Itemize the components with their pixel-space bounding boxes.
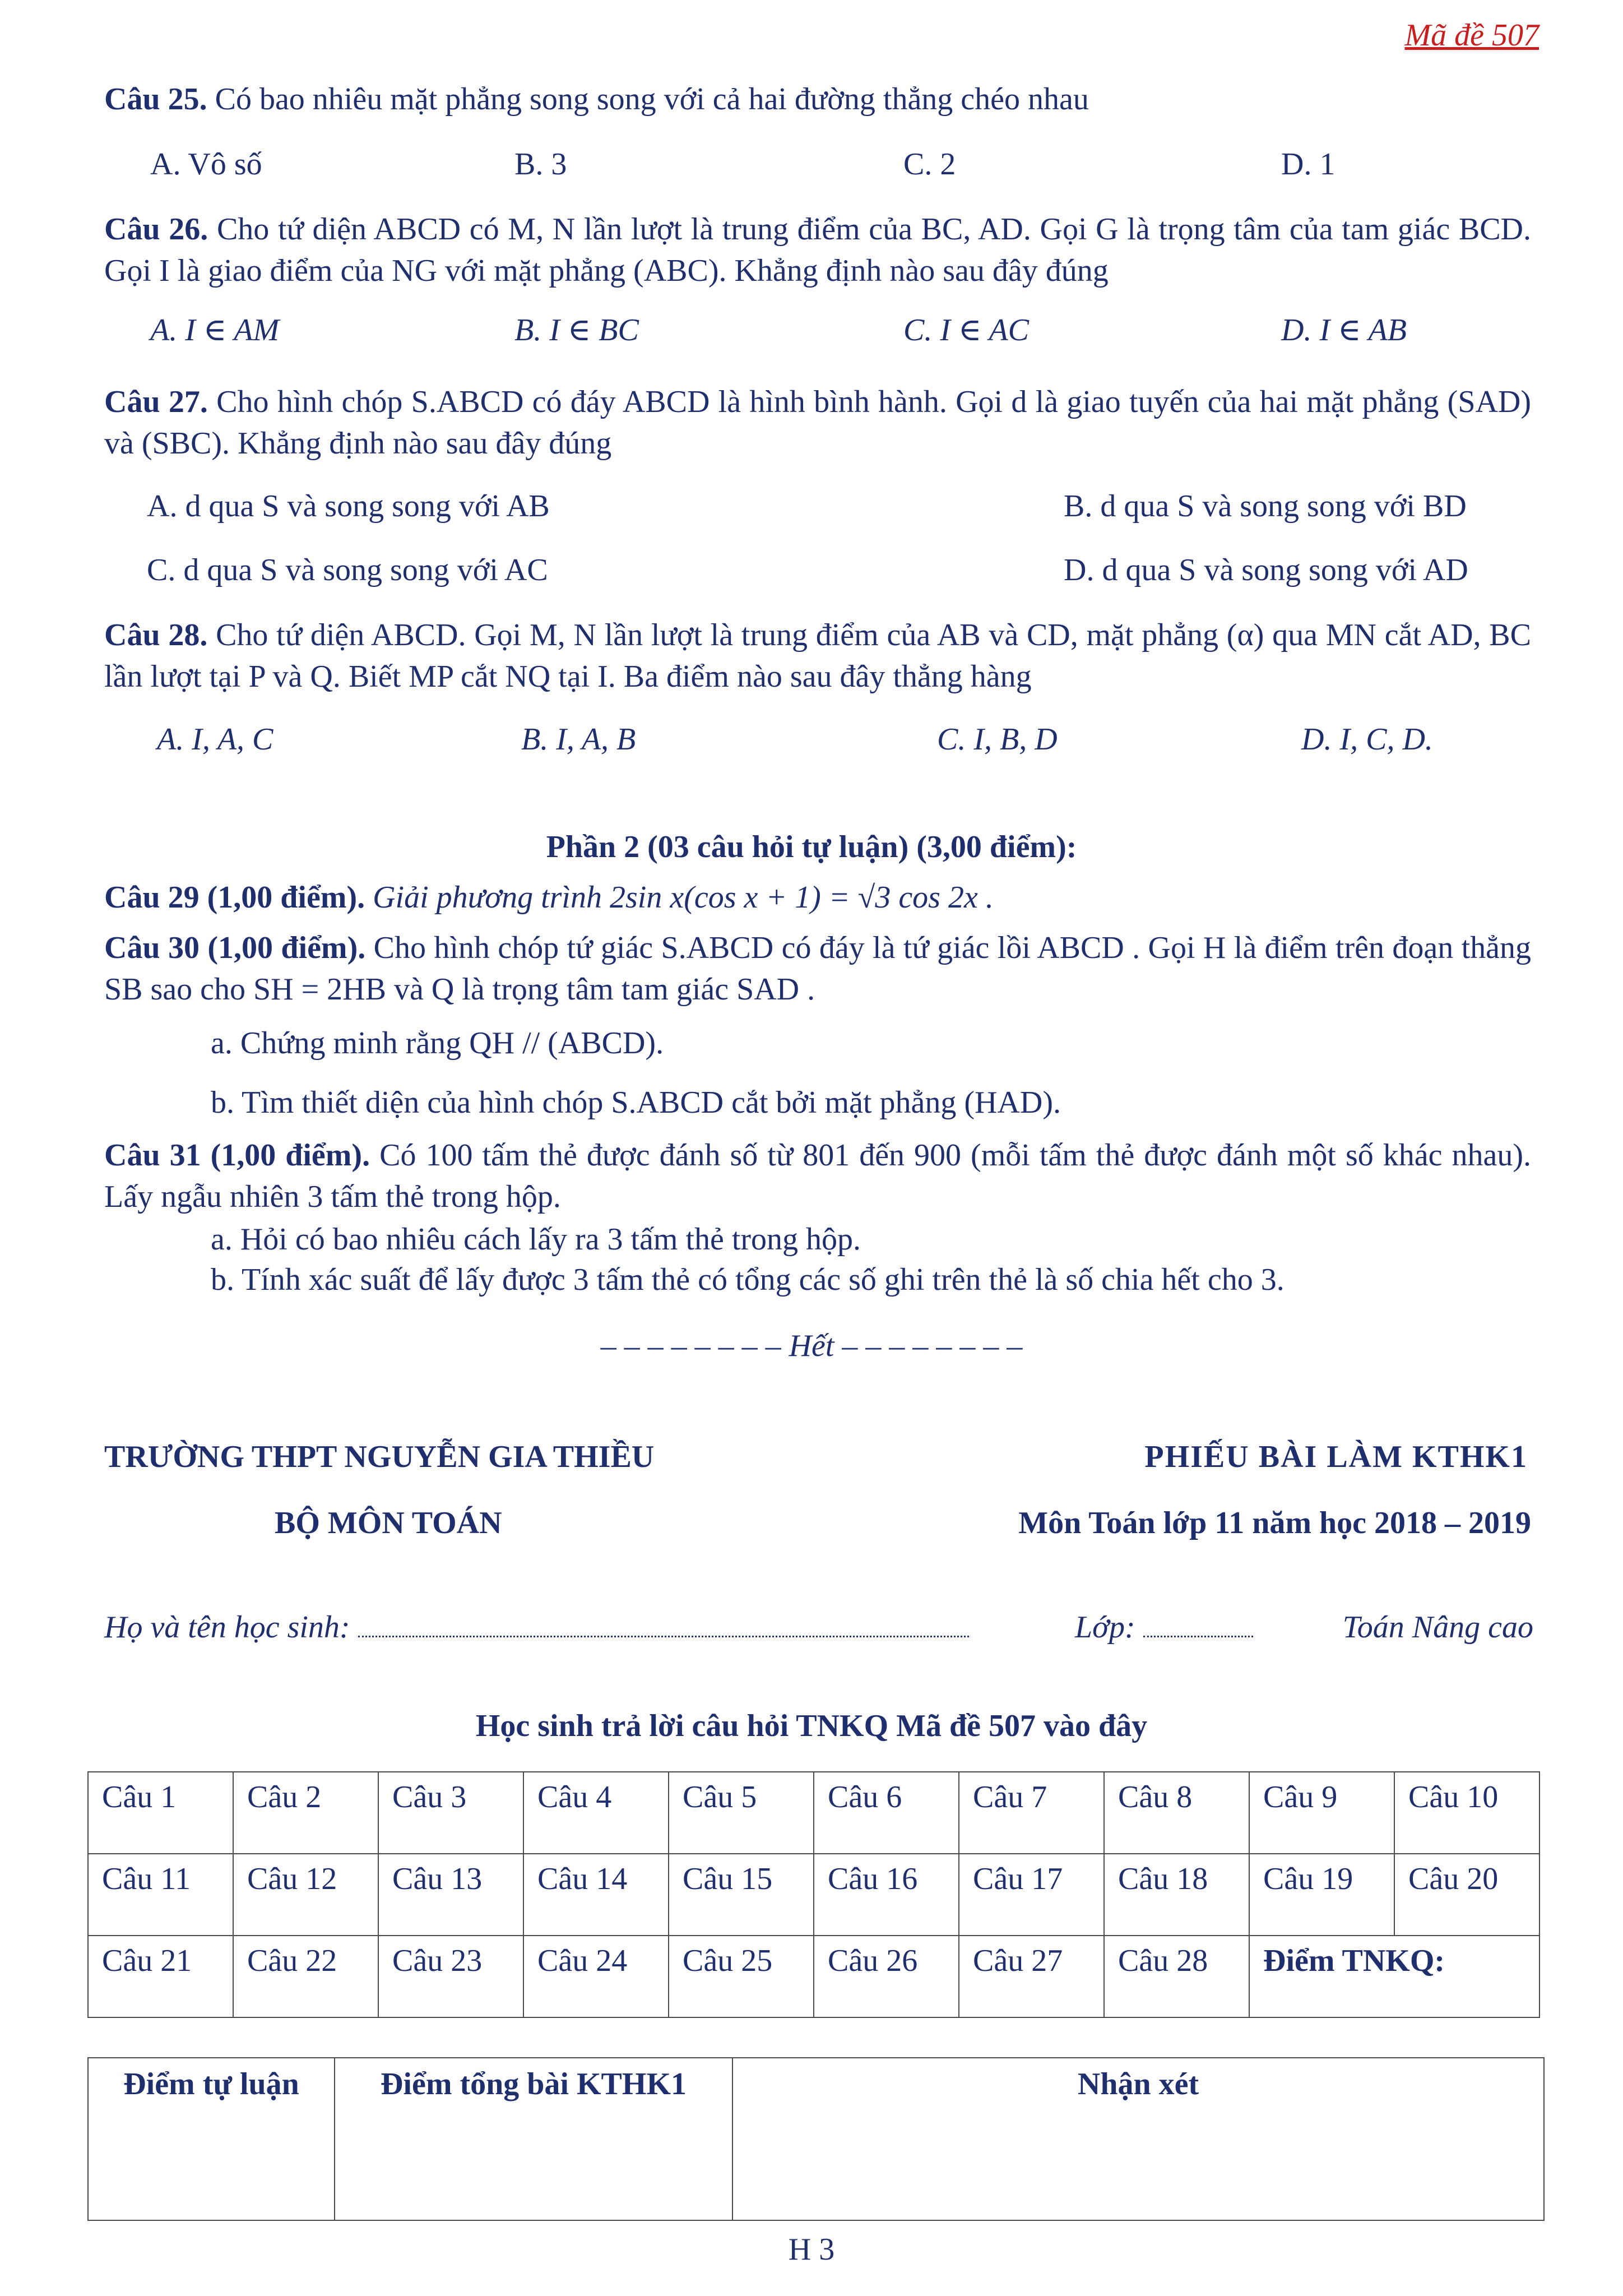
answer-cell[interactable]: Câu 14 [523, 1854, 669, 1936]
student-name-label: Họ và tên học sinh: [104, 1610, 350, 1645]
question-31-part-b: b. Tính xác suất để lấy được 3 tấm thẻ có tổng các số ghi trên thẻ là số chia hết cho 3. [211, 1262, 1285, 1297]
question-text: Cho tứ diện ABCD. Gọi M, N lần lượt là trung điểm của AB và CD, mặt phẳng (α) qua MN cắt AD, BC lần lượt tại P và Q. Biết MP cắt NQ tại I. Ba điểm nào sau đây thẳng hàng [104, 618, 1531, 694]
question-26 [104, 209, 1531, 291]
answer-cell[interactable]: Câu 5 [669, 1772, 814, 1854]
answer-cell[interactable]: Câu 28 [1104, 1936, 1249, 2017]
question-text: Có 100 tấm thẻ được đánh số từ 801 đến 900 (mỗi tấm thẻ được đánh một số khác nhau). Lấy ngẫu nhiên 3 tấm thẻ trong hộp. [104, 1138, 1531, 1214]
question-31 [104, 1135, 1531, 1218]
question-28 [104, 614, 1531, 697]
answer-instruction: Học sinh trả lời câu hỏi TNKQ Mã đề 507 vào đây [475, 1709, 1148, 1743]
answer-cell[interactable]: Câu 24 [523, 1936, 669, 2017]
answer-cell[interactable]: Câu 19 [1249, 1854, 1394, 1936]
option-d: D. I ∈ AB [1281, 313, 1407, 348]
answer-cell[interactable]: Câu 18 [1104, 1854, 1249, 1936]
answer-cell[interactable]: Câu 15 [669, 1854, 814, 1936]
department-name: BỘ MÔN TOÁN [275, 1506, 502, 1540]
answer-cell[interactable]: Câu 12 [233, 1854, 378, 1936]
end-marker: – – – – – – – – Hết – – – – – – – – [600, 1328, 1023, 1363]
question-label: Câu 26. [104, 212, 208, 247]
page-number: H 3 [788, 2232, 835, 2267]
table-row [88, 2058, 1544, 2220]
answer-cell[interactable]: Câu 17 [959, 1854, 1104, 1936]
answer-cell[interactable]: Câu 10 [1394, 1772, 1539, 1854]
option-b: B. 3 [514, 147, 567, 182]
exam-code: Mã đề 507 [1404, 18, 1539, 53]
option-b: B. d qua S và song song với BD [1064, 489, 1467, 524]
answer-cell[interactable]: Câu 3 [378, 1772, 523, 1854]
option-c: C. 2 [903, 147, 956, 182]
answer-cell[interactable]: Câu 26 [814, 1936, 959, 2017]
question-text: Cho tứ diện ABCD có M, N lần lượt là trung điểm của BC, AD. Gọi G là trọng tâm của tam giác BCD. Gọi I là giao điểm của NG với mặt phẳng (ABC). Khẳng định nào sau đây đúng [104, 212, 1531, 288]
answer-cell[interactable]: Câu 8 [1104, 1772, 1249, 1854]
question-25 [104, 78, 1531, 120]
question-30-part-b: b. Tìm thiết diện của hình chóp S.ABCD cắt bởi mặt phẳng (HAD). [211, 1085, 1061, 1120]
total-score-cell[interactable]: Điểm tổng bài KTHK1 [335, 2058, 732, 2220]
question-29 [104, 877, 1531, 918]
essay-score-cell[interactable]: Điểm tự luận [88, 2058, 335, 2220]
answer-cell[interactable]: Câu 20 [1394, 1854, 1539, 1936]
question-label: Câu 31 (1,00 điểm). [104, 1138, 370, 1173]
answer-cell[interactable]: Câu 25 [669, 1936, 814, 2017]
question-30-part-a: a. Chứng minh rằng QH // (ABCD). [211, 1026, 664, 1061]
part2-title: Phần 2 (03 câu hỏi tự luận) (3,00 điểm): [546, 830, 1077, 864]
answer-cell[interactable]: Câu 2 [233, 1772, 378, 1854]
answer-cell[interactable]: Câu 23 [378, 1936, 523, 2017]
class-field[interactable] [1143, 1613, 1253, 1637]
question-27 [104, 381, 1531, 464]
class-label: Lớp: [1075, 1610, 1135, 1645]
answer-cell[interactable]: Câu 22 [233, 1936, 378, 2017]
answer-cell[interactable]: Câu 27 [959, 1936, 1104, 2017]
option-a: A. Vô số [150, 147, 262, 182]
question-text: Có bao nhiêu mặt phẳng song song với cả hai đường thẳng chéo nhau [215, 82, 1089, 117]
answer-cell[interactable]: Câu 13 [378, 1854, 523, 1936]
option-d: D. d qua S và song song với AD [1064, 553, 1468, 587]
question-text: Cho hình chóp S.ABCD có đáy ABCD là hình bình hành. Gọi d là giao tuyến của hai mặt phẳng (SAD) và (SBC). Khẳng định nào sau đây đúng [104, 385, 1532, 461]
option-d: D. 1 [1281, 147, 1336, 182]
answer-cell[interactable]: Câu 16 [814, 1854, 959, 1936]
option-a: A. I ∈ AM [150, 313, 280, 348]
answer-cell[interactable]: Câu 7 [959, 1772, 1104, 1854]
option-c: C. I ∈ AC [903, 313, 1029, 348]
table-row [88, 1936, 1539, 2017]
question-label: Câu 30 (1,00 điểm). [104, 931, 366, 965]
question-label: Câu 28. [104, 618, 208, 652]
subject-line: Môn Toán lớp 11 năm học 2018 – 2019 [1018, 1506, 1531, 1540]
tnkq-score-cell[interactable]: Điểm TNKQ: [1249, 1936, 1539, 2017]
option-a: A. I, A, C [157, 722, 273, 757]
answer-cell[interactable]: Câu 21 [88, 1936, 233, 2017]
question-text: Giải phương trình 2sin x(cos x + 1) = √3 cos 2x . [373, 880, 994, 915]
answer-cell[interactable]: Câu 9 [1249, 1772, 1394, 1854]
track-label: Toán Nâng cao [1342, 1610, 1533, 1645]
sheet-title: PHIẾU BÀI LÀM KTHK1 [1144, 1439, 1528, 1474]
option-c: C. d qua S và song song với AC [147, 553, 548, 587]
answer-cell[interactable]: Câu 4 [523, 1772, 669, 1854]
option-b: B. I ∈ BC [514, 313, 639, 348]
student-name-line [104, 1607, 969, 1648]
student-name-field[interactable] [358, 1613, 969, 1637]
option-a: A. d qua S và song song với AB [147, 489, 550, 524]
answer-cell[interactable]: Câu 11 [88, 1854, 233, 1936]
option-d: D. I, C, D. [1301, 722, 1433, 757]
answer-cell[interactable]: Câu 6 [814, 1772, 959, 1854]
question-31-part-a: a. Hỏi có bao nhiêu cách lấy ra 3 tấm thẻ trong hộp. [211, 1222, 861, 1257]
question-30 [104, 927, 1531, 1010]
table-row [88, 1854, 1539, 1936]
question-label: Câu 29 (1,00 điểm). [104, 880, 365, 915]
table-row [88, 1772, 1539, 1854]
answer-cell[interactable]: Câu 1 [88, 1772, 233, 1854]
option-b: B. I, A, B [521, 722, 636, 757]
class-line [1075, 1607, 1253, 1648]
question-label: Câu 27. [104, 385, 208, 419]
comment-cell[interactable]: Nhận xét [732, 2058, 1544, 2220]
option-c: C. I, B, D [937, 722, 1058, 757]
answer-table [87, 1771, 1540, 2018]
question-text: Cho hình chóp tứ giác S.ABCD có đáy là tứ giác lồi ABCD . Gọi H là điểm trên đoạn thẳng SB sao cho SH = 2HB và Q là trọng tâm tam giác SAD . [104, 931, 1531, 1007]
school-name: TRƯỜNG THPT NGUYỄN GIA THIỀU [104, 1439, 655, 1474]
question-label: Câu 25. [104, 82, 207, 117]
score-table [87, 2057, 1545, 2221]
